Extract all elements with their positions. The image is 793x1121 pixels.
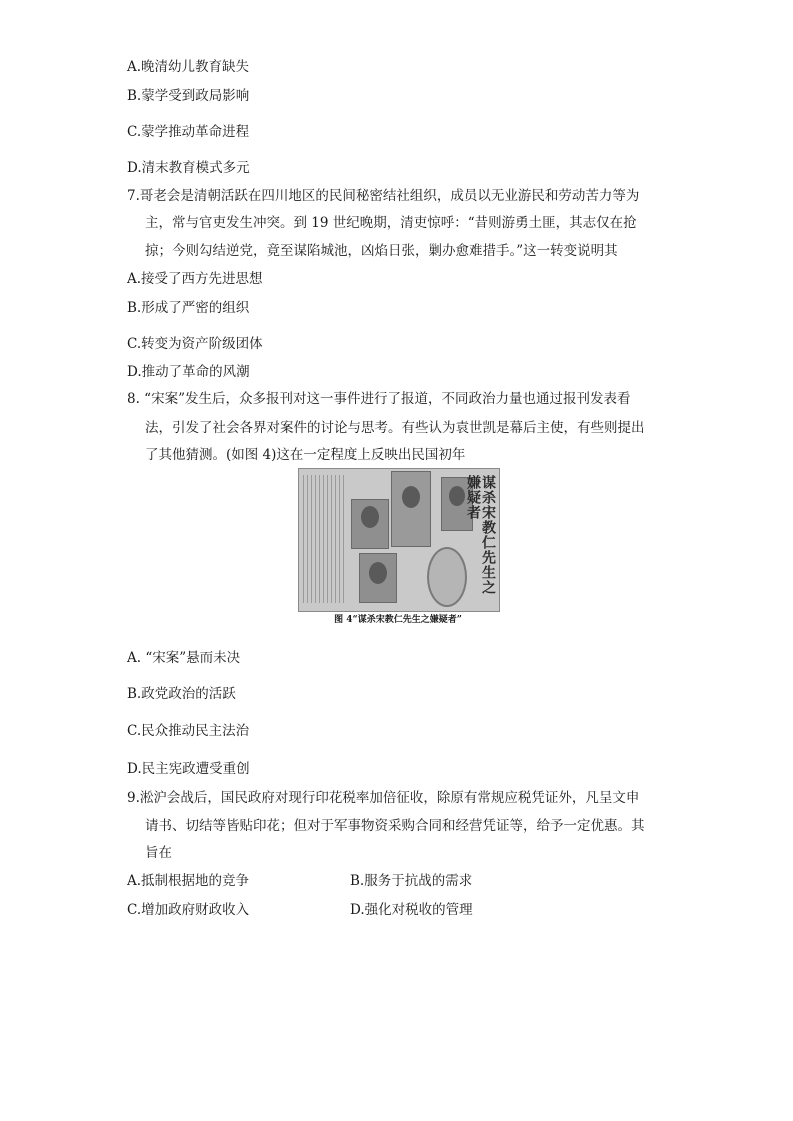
q9-option-d: D.强化对税收的管理 — [350, 902, 473, 918]
q8-option-c: C.民众推动民主法治 — [127, 723, 250, 739]
newspaper-text-column — [303, 475, 347, 603]
q8-option-a: A. “宋案”悬而未决 — [127, 650, 241, 666]
q8-stem-line-3: 了其他猜测。(如图 4)这在一定程度上反映出民国初年 — [145, 447, 466, 463]
q7-option-c: C.转变为资产阶级团体 — [127, 336, 263, 352]
q9-stem-line-1: 9.淞沪会战后，国民政府对现行印花税率加倍征收，除原有常规应税凭证外，凡呈文申 — [127, 790, 640, 806]
suspect-photo-1 — [351, 499, 389, 549]
suspect-photo-4 — [359, 553, 397, 603]
q8-stem-line-2: 法，引发了社会各界对案件的讨论与思考。有些认为袁世凯是幕后主使，有些则提出 — [145, 420, 645, 436]
figure-vertical-title: 谋杀宋教仁先生之嫌疑者 — [465, 475, 496, 595]
q7-option-a: A.接受了西方先进思想 — [127, 271, 263, 287]
q7-stem-line-2: 主，常与官吏发生冲突。到 19 世纪晚期，清吏惊呼：“昔则游勇土匪，其志仅在抢 — [145, 215, 637, 231]
figure-4-caption: 图 4“谋杀宋教仁先生之嫌疑者” — [334, 615, 462, 625]
q8-option-d: D.民主宪政遭受重创 — [127, 761, 250, 777]
q9-stem-line-2: 请书、切结等皆贴印花；但对于军事物资采购合同和经营凭证等，给予一定优惠。其 — [145, 818, 645, 834]
q9-option-b: B.服务于抗战的需求 — [350, 873, 473, 889]
q8-stem-line-1: 8. “宋案”发生后，众多报刊对这一事件进行了报道，不同政治力量也通过报刊发表看 — [127, 391, 631, 407]
q7-option-b: B.形成了严密的组织 — [127, 300, 250, 316]
suspect-photo-2 — [391, 471, 431, 547]
q9-stem-line-3: 旨在 — [145, 845, 172, 861]
q7-stem-line-1: 7.哥老会是清朝活跃在四川地区的民间秘密结社组织，成员以无业游民和劳动苦力等为 — [127, 188, 640, 204]
q6-option-a: A.晚清幼儿教育缺失 — [127, 59, 250, 75]
q9-option-c: C.增加政府财政收入 — [127, 902, 250, 918]
q6-option-d: D.清末教育模式多元 — [127, 160, 250, 176]
oval-portrait-frame — [427, 547, 467, 607]
q7-option-d: D.推动了革命的风潮 — [127, 364, 250, 380]
q6-option-b: B.蒙学受到政局影响 — [127, 88, 250, 104]
q8-option-b: B.政党政治的活跃 — [127, 686, 236, 702]
q6-option-c: C.蒙学推动革命进程 — [127, 124, 250, 140]
figure-4-newspaper-image — [298, 468, 500, 612]
q9-option-a: A.抵制根据地的竞争 — [127, 873, 250, 889]
q7-stem-line-3: 掠；今则勾结逆党，竟至谋陷城池，凶焰日张，剿办愈难措手。”这一转变说明其 — [145, 243, 618, 259]
